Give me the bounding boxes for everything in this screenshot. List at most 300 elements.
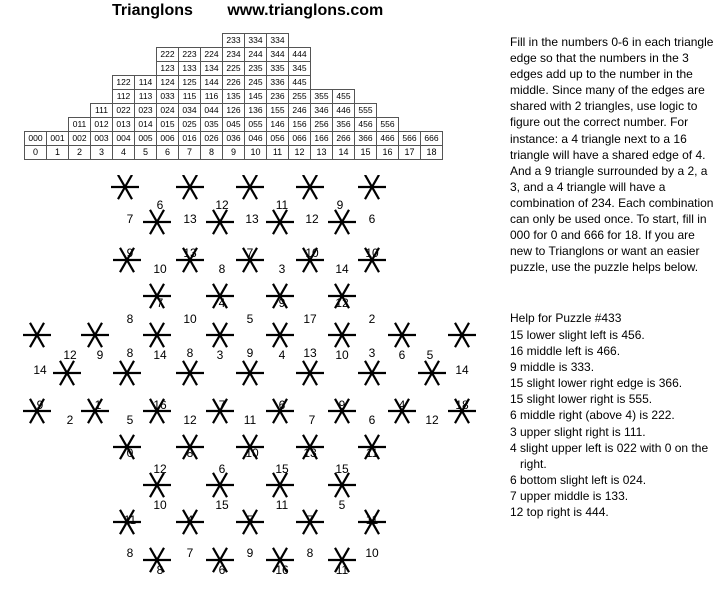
help-title: Help for Puzzle #433	[510, 311, 622, 325]
empty-cell	[421, 48, 443, 62]
combo-cell: 022	[113, 104, 135, 118]
empty-cell	[25, 118, 47, 132]
page-title: Trianglons	[112, 2, 193, 19]
sum-cell: 7	[179, 146, 201, 160]
combo-cell: 135	[223, 90, 245, 104]
combo-cell: 224	[201, 48, 223, 62]
combo-cell: 115	[179, 90, 201, 104]
combo-cell: 013	[113, 118, 135, 132]
combo-row	[25, 76, 443, 90]
empty-cell	[25, 48, 47, 62]
lattice-node	[206, 323, 234, 347]
combo-cell: 344	[267, 48, 289, 62]
sum-row	[25, 146, 443, 160]
empty-cell	[113, 34, 135, 48]
combo-cell: 256	[311, 118, 333, 132]
help-item: 16 middle left is 466.	[510, 344, 621, 359]
triangle-number: 10	[305, 246, 319, 260]
empty-cell	[333, 76, 355, 90]
empty-cell	[179, 34, 201, 48]
triangle-number: 15	[215, 498, 229, 512]
combo-cell: 446	[333, 104, 355, 118]
triangle-number: 7	[218, 398, 226, 412]
triangle-number: 14	[455, 363, 469, 377]
combo-cell: 145	[245, 90, 267, 104]
empty-cell	[289, 34, 311, 48]
triangle-number: 11	[365, 513, 379, 527]
empty-cell	[69, 104, 91, 118]
triangle-number: 6	[278, 398, 286, 412]
empty-cell	[377, 62, 399, 76]
triangle-number: 11	[123, 513, 137, 527]
empty-cell	[47, 90, 69, 104]
combo-cell: 000	[25, 132, 47, 146]
empty-cell	[69, 90, 91, 104]
combo-cell: 012	[91, 118, 113, 132]
combo-row	[25, 48, 443, 62]
empty-cell	[377, 76, 399, 90]
empty-cell	[311, 34, 333, 48]
sum-cell: 4	[113, 146, 135, 160]
combo-cell: 244	[245, 48, 267, 62]
triangle-number: 3	[278, 262, 286, 276]
sum-cell: 6	[157, 146, 179, 160]
triangle-number: 5	[338, 498, 346, 512]
empty-cell	[47, 62, 69, 76]
title-bar	[112, 2, 383, 20]
combo-cell: 113	[135, 90, 157, 104]
combo-cell: 014	[135, 118, 157, 132]
triangle-number: 10	[245, 446, 259, 460]
help-item: 4 slight upper left is 022 with 0 on the right.	[510, 440, 709, 471]
empty-cell	[421, 34, 443, 48]
lattice-node	[113, 361, 141, 385]
triangle-number: 16	[275, 563, 289, 577]
combo-cell: 456	[355, 118, 377, 132]
combo-row	[25, 90, 443, 104]
sum-cell: 5	[135, 146, 157, 160]
triangle-number: 7	[306, 513, 314, 527]
lattice-node	[418, 361, 446, 385]
help-item: 7 upper middle is 133.	[510, 488, 629, 503]
empty-cell	[47, 104, 69, 118]
combo-cell: 233	[223, 34, 245, 48]
combo-cell: 146	[267, 118, 289, 132]
triangle-number: 13	[245, 212, 259, 226]
empty-cell	[421, 90, 443, 104]
empty-cell	[377, 104, 399, 118]
triangle-number: 6	[368, 413, 376, 427]
triangle-number: 14	[153, 348, 167, 362]
sum-cell: 3	[91, 146, 113, 160]
empty-cell	[69, 76, 91, 90]
combo-cell: 044	[201, 104, 223, 118]
empty-cell	[91, 62, 113, 76]
triangle-number: 8	[186, 446, 194, 460]
combo-cell: 245	[245, 76, 267, 90]
triangle-number: 14	[33, 363, 47, 377]
lattice-node	[143, 210, 171, 234]
sum-cell: 16	[377, 146, 399, 160]
lattice-node	[176, 361, 204, 385]
triangle-number: 5	[246, 312, 254, 326]
triangle-number: 7	[156, 296, 164, 310]
triangle-number: 9	[96, 348, 104, 362]
triangle-number: 4	[186, 513, 194, 527]
triangle-number: 10	[153, 262, 167, 276]
lattice-node	[328, 473, 356, 497]
lattice-node	[328, 210, 356, 234]
triangle-number: 11	[243, 413, 257, 427]
combo-cell: 155	[267, 104, 289, 118]
triangle-number: 8	[126, 312, 134, 326]
combo-cell: 566	[399, 132, 421, 146]
empty-cell	[113, 48, 135, 62]
combo-cell: 003	[91, 132, 113, 146]
lattice-node	[266, 323, 294, 347]
lattice-node	[266, 473, 294, 497]
empty-cell	[311, 62, 333, 76]
triangle-number: 11	[365, 446, 379, 460]
empty-cell	[333, 62, 355, 76]
combo-cell: 066	[289, 132, 311, 146]
triangle-number: 6	[218, 462, 226, 476]
sum-cell: 9	[223, 146, 245, 160]
triangle-number: 10	[153, 498, 167, 512]
empty-cell	[47, 48, 69, 62]
triangle-number: 10	[183, 312, 197, 326]
triangle-number: 11	[275, 498, 289, 512]
triangle-number: 6	[218, 563, 226, 577]
combo-row	[25, 34, 443, 48]
combo-cell: 126	[223, 104, 245, 118]
sum-cell: 8	[201, 146, 223, 160]
triangle-number: 0	[126, 446, 134, 460]
site-url: www.trianglons.com	[227, 2, 384, 19]
empty-cell	[421, 76, 443, 90]
triangle-number: 8	[306, 546, 314, 560]
combo-cell: 004	[113, 132, 135, 146]
help-item: 9 middle is 333.	[510, 360, 595, 375]
empty-cell	[399, 48, 421, 62]
combo-cell: 116	[201, 90, 223, 104]
combo-cell: 016	[179, 132, 201, 146]
combo-cell: 236	[267, 90, 289, 104]
empty-cell	[355, 62, 377, 76]
help-item: 6 middle right (above 4) is 222.	[510, 408, 675, 423]
combo-cell: 123	[157, 62, 179, 76]
combo-cell: 356	[333, 118, 355, 132]
empty-cell	[201, 34, 223, 48]
triangle-number: 12	[63, 348, 77, 362]
triangle-number: 7	[186, 546, 194, 560]
combo-cell: 133	[179, 62, 201, 76]
empty-cell	[311, 76, 333, 90]
empty-cell	[355, 90, 377, 104]
triangle-number: 5	[426, 348, 434, 362]
combo-cell: 144	[201, 76, 223, 90]
triangle-number: 9	[246, 346, 254, 360]
triangle-number: 17	[303, 312, 317, 326]
triangle-number: 10	[335, 348, 349, 362]
empty-cell	[135, 48, 157, 62]
triangle-number: 12	[335, 296, 349, 310]
triangle-number: 15	[275, 462, 289, 476]
empty-cell	[47, 118, 69, 132]
combo-cell: 334	[245, 34, 267, 48]
triangle-number: 9	[338, 398, 346, 412]
help-item: 3 upper slight right is 111.	[510, 424, 646, 439]
combo-cell: 234	[223, 48, 245, 62]
triangle-number: 5	[246, 513, 254, 527]
empty-cell	[157, 34, 179, 48]
sum-cell: 1	[47, 146, 69, 160]
triangle-number: 9	[126, 246, 134, 260]
triangle-number: 5	[126, 413, 134, 427]
empty-cell	[113, 62, 135, 76]
empty-cell	[25, 104, 47, 118]
triangle-number: 1	[94, 398, 102, 412]
empty-cell	[399, 118, 421, 132]
empty-cell	[355, 76, 377, 90]
combination-table	[24, 33, 443, 160]
sum-cell: 14	[333, 146, 355, 160]
combo-cell: 223	[179, 48, 201, 62]
combo-cell: 235	[245, 62, 267, 76]
sum-cell: 12	[289, 146, 311, 160]
combo-cell: 034	[179, 104, 201, 118]
lattice-node	[236, 361, 264, 385]
combo-row	[25, 132, 443, 146]
empty-cell	[399, 90, 421, 104]
triangle-number: 13	[183, 212, 197, 226]
sum-cell: 17	[399, 146, 421, 160]
triangle-number: 13	[303, 346, 317, 360]
empty-cell	[47, 76, 69, 90]
combo-cell: 445	[289, 76, 311, 90]
triangle-number: 13	[303, 446, 317, 460]
help-item: 12 top right is 444.	[510, 505, 609, 520]
triangle-number: 8	[156, 563, 164, 577]
triangle-number: 11	[335, 563, 349, 577]
combo-row	[25, 104, 443, 118]
combo-cell: 136	[245, 104, 267, 118]
combo-row	[25, 62, 443, 76]
help-item: 15 slight lower right edge is 366.	[510, 376, 683, 391]
lattice-node	[328, 323, 356, 347]
triangle-number: 6	[156, 198, 164, 212]
lattice-node	[296, 175, 324, 199]
lattice-node	[53, 361, 81, 385]
sum-cell: 0	[25, 146, 47, 160]
triangle-number: 12	[215, 198, 229, 212]
combo-cell: 455	[333, 90, 355, 104]
combo-cell: 035	[201, 118, 223, 132]
combo-cell: 555	[355, 104, 377, 118]
help-item: 6 bottom slight left is 024.	[510, 472, 647, 487]
triangle-number: 8	[126, 346, 134, 360]
triangle-number: 2	[66, 413, 74, 427]
combo-cell: 345	[289, 62, 311, 76]
lattice-node	[81, 323, 109, 347]
lattice-node	[358, 175, 386, 199]
empty-cell	[25, 90, 47, 104]
combo-cell: 112	[113, 90, 135, 104]
triangle-number: 8	[126, 546, 134, 560]
triangle-number: 9	[246, 546, 254, 560]
lattice-node	[266, 210, 294, 234]
triangle-number: 9	[278, 296, 286, 310]
triangle-number: 4	[398, 398, 406, 412]
help-item: 15 lower slight left is 456.	[510, 328, 645, 342]
lattice-node	[111, 175, 139, 199]
triangle-number: 9	[336, 198, 344, 212]
combo-cell: 125	[179, 76, 201, 90]
empty-cell	[25, 34, 47, 48]
triangle-number: 2	[368, 312, 376, 326]
empty-cell	[333, 34, 355, 48]
lattice-node	[206, 473, 234, 497]
sum-cell: 18	[421, 146, 443, 160]
lattice-node	[296, 361, 324, 385]
lattice-node	[358, 361, 386, 385]
empty-cell	[399, 62, 421, 76]
lattice-node	[176, 175, 204, 199]
combo-cell: 025	[179, 118, 201, 132]
triangle-number: 4	[278, 348, 286, 362]
empty-cell	[91, 34, 113, 48]
combo-cell: 156	[289, 118, 311, 132]
combo-cell: 122	[113, 76, 135, 90]
combo-cell: 033	[157, 90, 179, 104]
triangle-number: 8	[218, 262, 226, 276]
combo-cell: 466	[377, 132, 399, 146]
combo-cell: 015	[157, 118, 179, 132]
empty-cell	[399, 34, 421, 48]
combo-cell: 246	[289, 104, 311, 118]
combo-cell: 023	[135, 104, 157, 118]
empty-cell	[69, 48, 91, 62]
combo-cell: 346	[311, 104, 333, 118]
triangle-number: 15	[335, 462, 349, 476]
triangle-number: 12	[153, 462, 167, 476]
combo-cell: 002	[69, 132, 91, 146]
triangle-number: 18	[455, 398, 469, 412]
instructions-text: Fill in the numbers 0-6 in each triangle edge so that the numbers in the 3 edges add up to the number in the middle. Since many of the edges are shared with 2 triangles, use logic to figure out the correct number. For instance: a 4 triangle next to a 16 triangle will have a shared edge of 4. And a 9 triangle surrounded by a 2, a 3, and a 4 triangle will have a combination of 234. Each combination can only be used once. To start, fill in 000 for 0 and 666 for 18. If you are new to Trianglons or want an easier puzzle, use the puzzle helps below.	[510, 35, 714, 275]
empty-cell	[377, 48, 399, 62]
combo-cell: 055	[245, 118, 267, 132]
empty-cell	[311, 48, 333, 62]
triangle-number: 7	[246, 246, 254, 260]
combo-cell: 005	[135, 132, 157, 146]
help-item: 15 slight lower right is 555.	[510, 392, 653, 407]
empty-cell	[377, 90, 399, 104]
triangle-number: 7	[126, 212, 134, 226]
empty-cell	[135, 34, 157, 48]
triangle-number: 4	[218, 296, 226, 310]
lattice-node	[448, 323, 476, 347]
triangle-number: 3	[216, 348, 224, 362]
empty-cell	[47, 34, 69, 48]
empty-cell	[91, 76, 113, 90]
combo-cell: 011	[69, 118, 91, 132]
combo-cell: 366	[355, 132, 377, 146]
combo-cell: 355	[311, 90, 333, 104]
puzzle-grid	[0, 175, 490, 593]
combo-cell: 026	[201, 132, 223, 146]
empty-cell	[421, 104, 443, 118]
empty-cell	[25, 62, 47, 76]
lattice-node	[236, 175, 264, 199]
lattice-node	[23, 323, 51, 347]
triangle-number: 6	[368, 212, 376, 226]
empty-cell	[421, 118, 443, 132]
empty-cell	[91, 90, 113, 104]
combo-cell: 255	[289, 90, 311, 104]
combo-cell: 166	[311, 132, 333, 146]
triangle-number: 14	[335, 262, 349, 276]
combo-cell: 266	[333, 132, 355, 146]
triangle-number: 7	[308, 413, 316, 427]
triangle-number: 10	[365, 546, 379, 560]
combo-cell: 046	[245, 132, 267, 146]
empty-cell	[399, 76, 421, 90]
combo-cell: 024	[157, 104, 179, 118]
combo-cell: 134	[201, 62, 223, 76]
sum-cell: 13	[311, 146, 333, 160]
empty-cell	[69, 34, 91, 48]
triangle-number: 3	[368, 346, 376, 360]
empty-cell	[355, 34, 377, 48]
lattice-node	[206, 210, 234, 234]
empty-cell	[25, 76, 47, 90]
combo-cell: 556	[377, 118, 399, 132]
combo-cell: 001	[47, 132, 69, 146]
empty-cell	[333, 48, 355, 62]
empty-cell	[69, 62, 91, 76]
combo-cell: 222	[157, 48, 179, 62]
triangle-number: 13	[183, 246, 197, 260]
combo-cell: 114	[135, 76, 157, 90]
combo-cell: 335	[267, 62, 289, 76]
combo-cell: 444	[289, 48, 311, 62]
combo-cell: 666	[421, 132, 443, 146]
empty-cell	[135, 62, 157, 76]
combo-cell: 334	[267, 34, 289, 48]
sum-cell: 15	[355, 146, 377, 160]
combo-cell: 336	[267, 76, 289, 90]
sum-cell: 10	[245, 146, 267, 160]
triangle-number: 9	[36, 398, 44, 412]
empty-cell	[399, 104, 421, 118]
triangle-number: 10	[365, 246, 379, 260]
empty-cell	[91, 48, 113, 62]
lattice-node	[143, 323, 171, 347]
combo-cell: 111	[91, 104, 113, 118]
sum-cell: 2	[69, 146, 91, 160]
help-list	[510, 327, 718, 520]
triangle-number: 6	[398, 348, 406, 362]
combo-cell: 006	[157, 132, 179, 146]
triangle-number: 12	[305, 212, 319, 226]
combo-cell: 124	[157, 76, 179, 90]
triangle-number: 12	[425, 413, 439, 427]
lattice-node	[143, 473, 171, 497]
combo-cell: 056	[267, 132, 289, 146]
lattice-node	[388, 323, 416, 347]
combo-cell: 036	[223, 132, 245, 146]
sum-cell: 11	[267, 146, 289, 160]
